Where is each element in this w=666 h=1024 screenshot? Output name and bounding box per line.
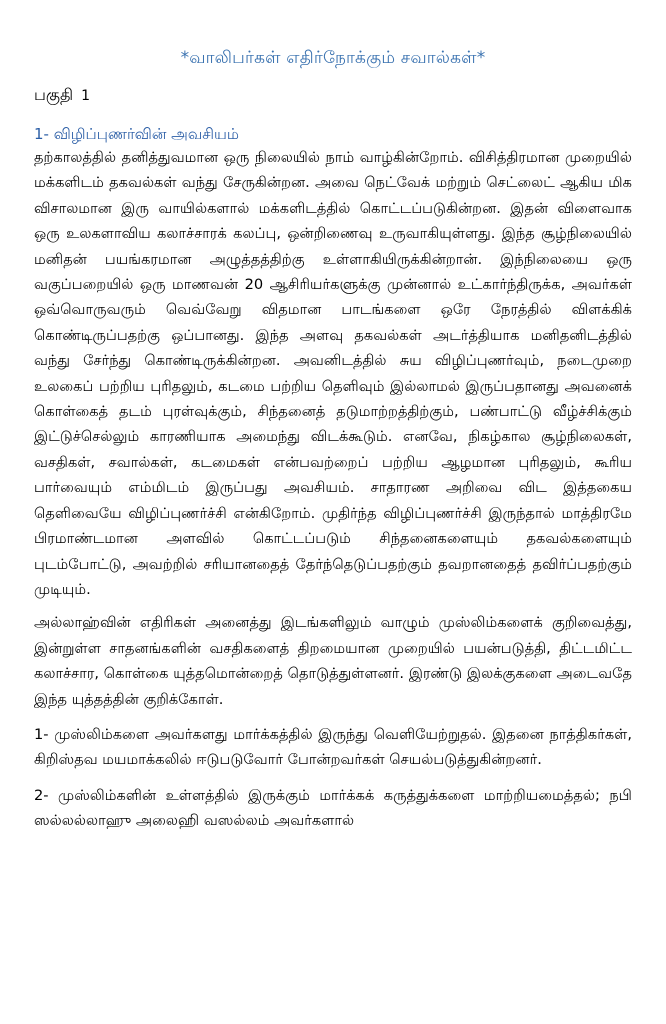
numbered-paragraph: 1- முஸ்லிம்களை அவர்களது மார்க்கத்தில் இருந்து வெளியேற்றுதல். இதனை நாத்திகர்கள், கிறிஸ்தவ மயமாக்கலில் ஈடுபடுவோர் போன்றவர்கள் செயல்படுத்துகின்றனர். (34, 725, 632, 769)
part-number: 1 (81, 88, 91, 104)
numbered-paragraph: 2- முஸ்லிம்களின் உள்ளத்தில் இருக்கும் மார்க்கக் கருத்துக்களை மாற்றியமைத்தல்; நபி ஸல்லல்லாஹு அலைஹி வஸல்லம் அவர்களால் (34, 786, 632, 830)
body-paragraph: தற்காலத்தில் தனித்துவமான ஒரு நிலையில் நாம் வாழ்கின்றோம். விசித்திரமான முறையில் மக்களிடம் தகவல்கள் வந்து சேருகின்றன. அவை நெட்வேக் மற்றும் செட்லைட் ஆகிய மிக விசாலமான இரு வாயில்களால் மக்களிடத்தில் கொட்டப்படுகின்றன. இதன் விளைவாக ஒரு உலகளாவிய கலாச்சாரக் கலப்பு, ஒன்றிணைவு உருவாகியுள்ளது. இந்த சூழ்நிலையில் மனிதன் பயங்கரமான அழுத்தத்திற்கு உள்ளாகியிருக்கின்றான். இந்நிலையை ஒரு வகுப்பறையில் ஒரு மாணவன் 20 ஆசிரியர்களுக்கு முன்னால் உட்கார்ந்திருக்க, அவர்கள் ஒவ்வொருவரும் வெவ்வேறு விதமான பாடங்களை ஒரே நேரத்தில் விளக்கிக் கொண்டிருப்பதற்கு ஒப்பானது. இந்த அளவு தகவல்கள் அடர்த்தியாக மனிதனிடத்தில் வந்து சேர்ந்து கொண்டிருக்கின்றன. அவனிடத்தில் சுய விழிப்புணர்வும், நடைமுறை உலகைப் பற்றிய புரிதலும், கடமை பற்றிய தெளிவும் இல்லாமல் இருப்பதானது அவனைக் கொள்கைத் தடம் புரள்வுக்கும், சிந்தனைத் தடுமாற்றத்திற்கும், பண்பாட்டு வீழ்ச்சிக்கும் இட்டுச்செல்லும் காரணியாக அமைந்து விடக்கூடும். எனவே, நிகழ்கால சூழ்நிலைகள், வசதிகள், சவால்கள், கடமைகள் என்பவற்றைப் பற்றிய ஆழமான புரிதலும், கூரிய பார்வையும் எம்மிடம் இருப்பது அவசியம். சாதாரண அறிவை விட இத்தகைய தெளிவையே விழிப்புணர்ச்சி என்கிறோம். முதிர்ந்த விழிப்புணர்ச்சி இருந்தால் மாத்திரமே பிரமாண்டமான அளவில் கொட்டப்படும் சிந்தனைகளையும் தகவல்களையும் புடம்போட்டு, அவற்றில் சரியானதைத் தேர்ந்தெடுப்பதற்கும் தவறானதைத் தவிர்ப்பதற்கும் முடியும். (34, 149, 632, 598)
document-title: *வாலிபர்கள் எதிர்நோக்கும் சவால்கள்* (180, 48, 486, 68)
part-heading (34, 84, 632, 107)
part-label: பகுதி (34, 85, 74, 104)
body-paragraph: அல்லாஹ்வின் எதிரிகள் அனைத்து இடங்களிலும் வாழும் முஸ்லிம்களைக் குறிவைத்து, இன்றுள்ள சாதனங்களின் வசதிகளைத் திறமையான முறையில் பயன்படுத்தி, திட்டமிட்ட கலாச்சார, கொள்கை யுத்தமொன்றைத் தொடுத்துள்ளனர். இரண்டு இலக்குகளை அடைவதே இந்த யுத்தத்தின் குறிக்கோள். (34, 614, 632, 708)
section-heading: 1- விழிப்புணர்வின் அவசியம் (34, 125, 239, 143)
